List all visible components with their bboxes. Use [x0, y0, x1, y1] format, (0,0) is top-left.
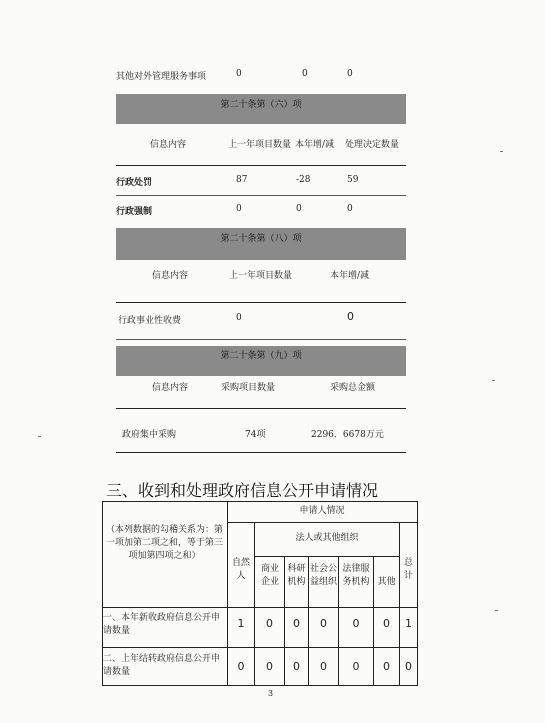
subcol-business: 商业企业: [260, 564, 279, 587]
section-eight-band: [116, 228, 406, 260]
row-other-c1: 0: [236, 69, 242, 79]
row-carryover-total: 0: [405, 660, 412, 673]
row-new-other: 0: [383, 617, 390, 630]
sec6-row2-label: 行政强制: [116, 207, 153, 217]
applicant-header: 申请人情况: [299, 506, 345, 516]
divider: [116, 195, 406, 196]
table-rule: [227, 522, 417, 523]
row-new-total: 1: [405, 617, 412, 630]
sec6-header-prev: 上一年项目数量: [228, 140, 292, 150]
row-new-legal: 0: [352, 617, 360, 630]
divider: [116, 165, 406, 166]
sec8-header-change: 本年增/减: [330, 271, 370, 281]
sec9-header-amount: 采购总金额: [330, 383, 376, 393]
sec6-row2-c1: 0: [236, 204, 242, 214]
natural-person-header: 自然人: [231, 558, 250, 581]
sec6-row2-c2: 0: [296, 204, 302, 214]
scan-speck: [492, 380, 495, 381]
section-six-title: 第二十条第（六）项: [220, 100, 302, 110]
sec9-row-c2: 2296．6678万元: [311, 430, 384, 440]
row-other-label: 其他对外管理服务事项: [116, 72, 207, 82]
divider: [116, 452, 406, 453]
section-three-title: 三、收到和处理政府信息公开申请情况: [106, 481, 379, 500]
legal-entity-header: 法人或其他组织: [295, 533, 359, 543]
divider: [116, 302, 406, 303]
total-header: 总计: [403, 558, 413, 581]
page-number: 3: [268, 689, 274, 698]
row-new-label: 一、本年新收政府信息公开申请数量: [103, 613, 221, 636]
table-border: [102, 501, 418, 502]
application-stats-table: [102, 501, 418, 686]
sec6-row2-c3: 0: [347, 204, 353, 214]
sec9-row-label: 政府集中采购: [122, 430, 177, 440]
section-nine-band: [116, 346, 406, 376]
divider: [116, 339, 406, 340]
sec9-header-content: 信息内容: [152, 383, 189, 393]
table-border: [102, 685, 418, 686]
row-carryover-research: 0: [293, 660, 300, 673]
sec8-row-c2: 0: [347, 310, 354, 323]
sec6-row1-c3: 59: [347, 175, 359, 185]
scan-speck: [500, 151, 503, 152]
sec9-header-count: 采购项目数量: [221, 383, 276, 393]
row-new-business: 0: [266, 617, 273, 630]
row-other-c3: 0: [347, 69, 353, 79]
table-note: （本列数据的勾稽关系为：第一项加第二项之和，等于第三项加第四项之和）: [105, 525, 223, 561]
sec6-row1-c1: 87: [236, 175, 248, 185]
table-rule: [102, 607, 418, 608]
row-carryover-other: 0: [383, 660, 390, 673]
section-eight-title: 第二十条第（八）项: [220, 234, 302, 244]
sec8-row-label: 行政事业性收费: [118, 316, 182, 326]
sec8-header-content: 信息内容: [152, 271, 189, 281]
row-carryover-legal: 0: [352, 660, 360, 673]
section-nine-title: 第二十条第（九）项: [220, 351, 302, 361]
row-carryover-welfare: 0: [320, 660, 327, 673]
scan-speck: [38, 436, 41, 437]
subcol-research: 科研机构: [287, 564, 306, 587]
subcol-legal-service: 法律服务机构: [342, 564, 370, 587]
sec6-header-decisions: 处理决定数量: [345, 140, 400, 150]
sec9-row-c1: 74项: [245, 430, 266, 440]
table-border: [417, 501, 418, 686]
sec8-header-prev: 上一年项目数量: [229, 271, 293, 281]
row-new-research: 0: [293, 617, 300, 630]
divider: [116, 408, 406, 409]
row-carryover-label: 二、上年结转政府信息公开申请数量: [103, 654, 221, 677]
sec6-row1-c2: -28: [296, 175, 311, 185]
table-rule: [102, 647, 418, 648]
subcol-other: 其他: [377, 577, 396, 587]
section-six-band: [116, 94, 406, 124]
sec8-row-c1: 0: [236, 313, 242, 323]
row-other-c2: 0: [302, 69, 308, 79]
sec6-header-content: 信息内容: [150, 140, 187, 150]
row-carryover-business: 0: [266, 660, 273, 673]
table-rule: [254, 556, 400, 557]
table-rule: [227, 501, 228, 686]
scan-speck: [495, 610, 498, 611]
sec6-header-change: 本年增/减: [295, 140, 335, 150]
row-new-welfare: 0: [320, 617, 327, 630]
subcol-public-welfare: 社会公益组织: [309, 564, 337, 587]
row-carryover-natural: 0: [237, 660, 245, 673]
sec6-row1-label: 行政处罚: [116, 178, 153, 188]
row-new-natural: 1: [237, 617, 245, 630]
